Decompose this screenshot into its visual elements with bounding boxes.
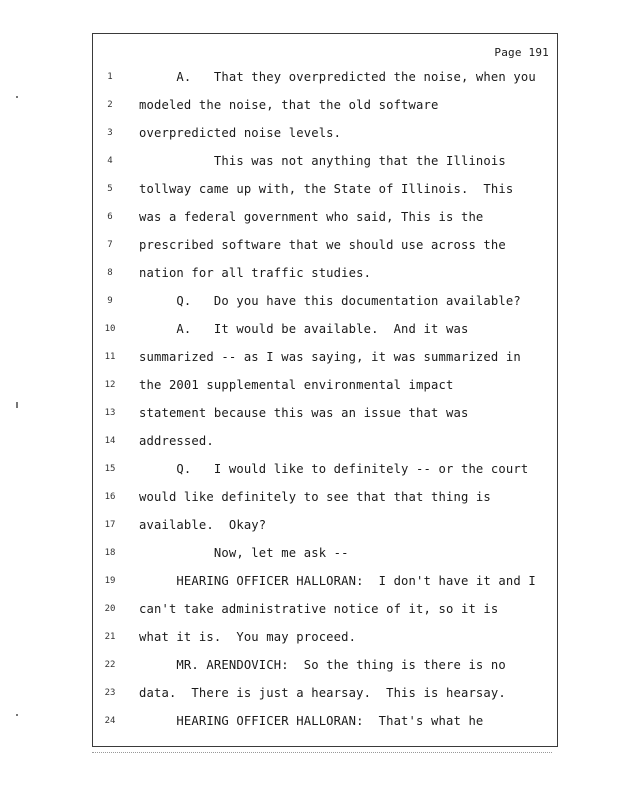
- transcript-line: [93, 515, 557, 535]
- line-text: the 2001 supplemental environmental impact: [139, 378, 454, 392]
- transcript-line: [93, 347, 557, 367]
- line-number: 9: [107, 296, 113, 306]
- line-number: 15: [104, 464, 116, 474]
- page-number: Page 191: [494, 46, 549, 59]
- line-text: overpredicted noise levels.: [139, 126, 342, 140]
- transcript-line: [93, 599, 557, 619]
- scan-mark: [16, 96, 18, 98]
- line-text: what it is. You may proceed.: [139, 630, 357, 644]
- transcript-line: [93, 207, 557, 227]
- line-number: 24: [104, 716, 116, 726]
- line-text: nation for all traffic studies.: [139, 266, 372, 280]
- transcript-line: [93, 235, 557, 255]
- line-text: prescribed software that we should use across the: [139, 238, 506, 252]
- transcript-line: [93, 683, 557, 703]
- line-number: 21: [104, 632, 116, 642]
- transcript-line: [93, 179, 557, 199]
- scan-noise-line: [92, 752, 552, 754]
- transcript-line: [93, 67, 557, 87]
- scan-mark: [16, 402, 18, 408]
- transcript-line: [93, 459, 557, 479]
- transcript-line: [93, 263, 557, 283]
- line-number: 22: [104, 660, 116, 670]
- line-number: 23: [104, 688, 116, 698]
- line-number: 19: [104, 576, 116, 586]
- line-number: 17: [104, 520, 116, 530]
- line-number: 2: [107, 100, 113, 110]
- line-text: Q. I would like to definitely -- or the court: [139, 462, 529, 476]
- line-number: 11: [104, 352, 116, 362]
- line-text: addressed.: [139, 434, 214, 448]
- transcript-line: [93, 291, 557, 311]
- line-number: 18: [104, 548, 116, 558]
- line-text: HEARING OFFICER HALLORAN: That's what he: [139, 714, 484, 728]
- line-text: can't take administrative notice of it, so it is: [139, 602, 499, 616]
- line-text: A. That they overpredicted the noise, when you: [139, 70, 536, 84]
- line-text: data. There is just a hearsay. This is hearsay.: [139, 686, 506, 700]
- line-text: A. It would be available. And it was: [139, 322, 469, 336]
- transcript-line: [93, 627, 557, 647]
- scan-mark: [16, 714, 18, 716]
- line-number: 12: [104, 380, 116, 390]
- transcript-line: [93, 571, 557, 591]
- transcript-line: [93, 123, 557, 143]
- line-number: 13: [104, 408, 116, 418]
- line-text: was a federal government who said, This is the: [139, 210, 484, 224]
- line-text: available. Okay?: [139, 518, 267, 532]
- line-text: would like definitely to see that that thing is: [139, 490, 491, 504]
- line-text: This was not anything that the Illinois: [139, 154, 506, 168]
- line-text: HEARING OFFICER HALLORAN: I don't have it and I: [139, 574, 536, 588]
- transcript-line: [93, 487, 557, 507]
- transcript-line: [93, 711, 557, 731]
- line-text: tollway came up with, the State of Illinois. This: [139, 182, 514, 196]
- line-number: 1: [107, 72, 113, 82]
- transcript-line: [93, 375, 557, 395]
- transcript-line: [93, 319, 557, 339]
- line-number: 3: [107, 128, 113, 138]
- line-text: modeled the noise, that the old software: [139, 98, 439, 112]
- transcript-page: [92, 33, 558, 747]
- transcript-line: [93, 655, 557, 675]
- transcript-line: [93, 543, 557, 563]
- transcript-line: [93, 95, 557, 115]
- line-number: 6: [107, 212, 113, 222]
- line-number: 5: [107, 184, 113, 194]
- line-number: 8: [107, 268, 113, 278]
- transcript-line: [93, 431, 557, 451]
- transcript-line: [93, 403, 557, 423]
- line-text: Q. Do you have this documentation available?: [139, 294, 521, 308]
- line-number: 20: [104, 604, 116, 614]
- line-number: 7: [107, 240, 113, 250]
- line-text: summarized -- as I was saying, it was summarized in: [139, 350, 521, 364]
- line-number: 4: [107, 156, 113, 166]
- transcript-line: [93, 151, 557, 171]
- line-number: 10: [104, 324, 116, 334]
- line-number: 14: [104, 436, 116, 446]
- line-text: statement because this was an issue that was: [139, 406, 469, 420]
- line-text: Now, let me ask --: [139, 546, 349, 560]
- line-number: 16: [104, 492, 116, 502]
- line-text: MR. ARENDOVICH: So the thing is there is no: [139, 658, 506, 672]
